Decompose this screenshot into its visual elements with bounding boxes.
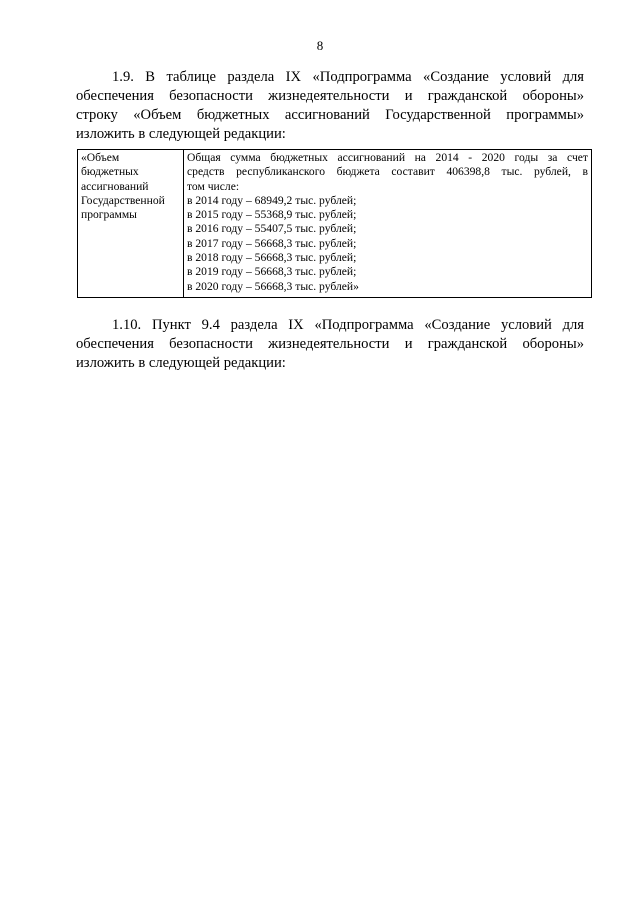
paragraph-1-9: [76, 68, 584, 144]
cell-line: том числе:: [187, 179, 240, 193]
paragraph-line: обеспечения безопасности жизнедеятельности и гражданской обороны»: [76, 336, 584, 352]
paragraph-line: 1.9. В таблице раздела IX «Подпрограмма «Создание условий для: [112, 69, 584, 85]
paragraph-line: изложить в следующей редакции:: [76, 126, 286, 142]
paragraph-line: изложить в следующей редакции:: [76, 355, 286, 371]
paragraph-line: обеспечения безопасности жизнедеятельности и гражданской обороны»: [76, 88, 584, 104]
budget-allocation-table: [77, 149, 592, 298]
table-row: [78, 150, 592, 298]
cell-line: в 2018 году – 56668,3 тыс. рублей;: [187, 251, 357, 265]
paragraph-line: строку «Объем бюджетных ассигнований Государственной программы»: [76, 107, 584, 123]
cell-line: в 2016 году – 55407,5 тыс. рублей;: [187, 222, 357, 236]
cell-line: в 2019 году – 56668,3 тыс. рублей;: [187, 265, 357, 279]
cell-line: в 2017 году – 56668,3 тыс. рублей;: [187, 236, 357, 250]
paragraph-line: 1.10. Пункт 9.4 раздела IX «Подпрограмма «Создание условий для: [112, 317, 584, 333]
cell-line: программы: [81, 208, 137, 222]
cell-line: в 2020 году – 56668,3 тыс. рублей»: [187, 279, 359, 293]
cell-line: бюджетных: [81, 165, 139, 179]
table-cell-content: [184, 150, 592, 298]
cell-line: Общая сумма бюджетных ассигнований на 2014 - 2020 годы за счет: [187, 151, 588, 164]
cell-line: «Объем: [81, 151, 120, 164]
table-cell-label: [78, 150, 184, 298]
cell-line: Государственной: [81, 193, 165, 207]
cell-line: ассигнований: [81, 179, 149, 193]
paragraph-1-10: [76, 316, 584, 373]
page-number: 8: [316, 38, 324, 53]
cell-line: средств республиканского бюджета составит 406398,8 тыс. рублей, в: [187, 165, 588, 179]
cell-line: в 2015 году – 55368,9 тыс. рублей;: [187, 208, 357, 222]
cell-line: в 2014 году – 68949,2 тыс. рублей;: [187, 193, 357, 207]
